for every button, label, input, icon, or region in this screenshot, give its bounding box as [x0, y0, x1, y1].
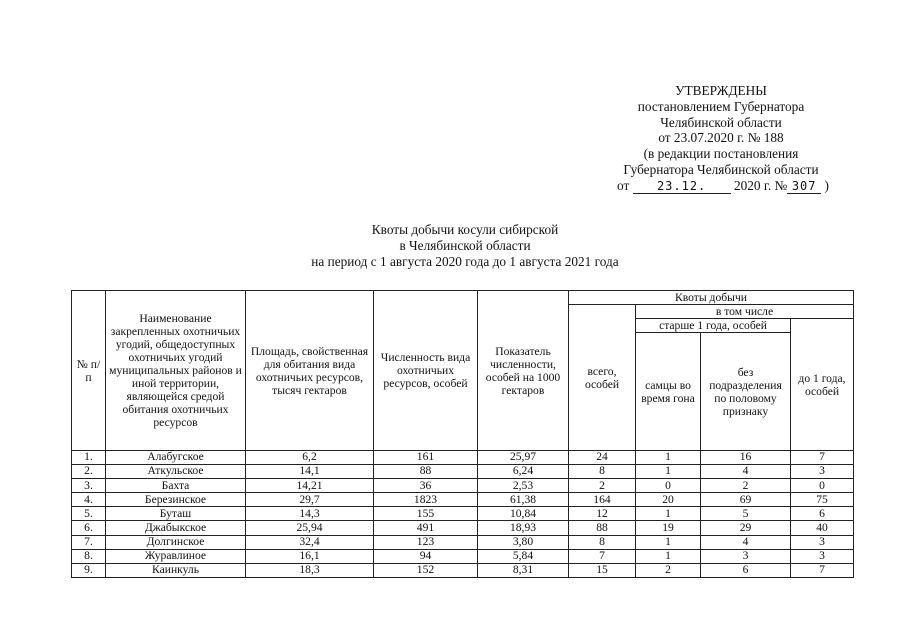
table-row [72, 479, 854, 493]
cell-young: 7 [791, 563, 854, 577]
cell-count: 94 [374, 549, 478, 563]
cell-total: 8 [569, 465, 636, 479]
cell-density: 5,84 [478, 549, 569, 563]
cell-males: 20 [636, 493, 701, 507]
table-row [72, 563, 854, 577]
cell-area: 32,4 [246, 535, 374, 549]
cell-num: 7. [72, 535, 106, 549]
cell-density: 25,97 [478, 451, 569, 465]
cell-name: Долгинское [106, 535, 246, 549]
cell-total: 88 [569, 521, 636, 535]
title-line-2: в Челябинской области [399, 237, 531, 253]
cell-name: Алабугское [106, 451, 246, 465]
cell-area: 14,1 [246, 465, 374, 479]
approval-line-5: Губернатора Челябинской области [623, 161, 819, 177]
cell-name: Джабыкское [106, 521, 246, 535]
cell-young: 3 [791, 465, 854, 479]
header-including: в том числе [636, 305, 854, 319]
cell-count: 36 [374, 479, 478, 493]
cell-young: 75 [791, 493, 854, 507]
cell-count: 155 [374, 507, 478, 521]
cell-name: Аткульское [106, 465, 246, 479]
cell-males: 0 [636, 479, 701, 493]
approval-heading: УТВЕРЖДЕНЫ [675, 83, 767, 98]
cell-num: 3. [72, 479, 106, 493]
cell-num: 9. [72, 563, 106, 577]
header-nosex: без подразделения по половому признаку [701, 333, 791, 451]
cell-area: 29,7 [246, 493, 374, 507]
cell-count: 88 [374, 465, 478, 479]
header-young: до 1 года, особей [791, 319, 854, 451]
cell-area: 16,1 [246, 549, 374, 563]
table-row [72, 535, 854, 549]
cell-area: 6,2 [246, 451, 374, 465]
cell-density: 6,24 [478, 465, 569, 479]
cell-num: 6. [72, 521, 106, 535]
header-total: всего, особей [569, 305, 636, 451]
cell-nosex: 16 [701, 451, 791, 465]
cell-density: 2,53 [478, 479, 569, 493]
approval-date-line [560, 178, 882, 194]
cell-num: 5. [72, 507, 106, 521]
cell-area: 14,21 [246, 479, 374, 493]
header-num: № п/п [72, 291, 106, 451]
closing-paren: ) [824, 177, 829, 193]
cell-nosex: 4 [701, 465, 791, 479]
table-row [72, 549, 854, 563]
cell-density: 3,80 [478, 535, 569, 549]
handwritten-date-field [633, 179, 731, 194]
cell-total: 2 [569, 479, 636, 493]
cell-males: 1 [636, 549, 701, 563]
handwritten-number: 307 [791, 178, 817, 193]
cell-nosex: 4 [701, 535, 791, 549]
cell-young: 40 [791, 521, 854, 535]
cell-total: 7 [569, 549, 636, 563]
cell-name: Буташ [106, 507, 246, 521]
cell-area: 25,94 [246, 521, 374, 535]
approval-line-2: Челябинской области [660, 114, 782, 130]
cell-density: 61,38 [478, 493, 569, 507]
header-older: старше 1 года, особей [636, 319, 791, 333]
table-row [72, 507, 854, 521]
cell-young: 0 [791, 479, 854, 493]
cell-young: 3 [791, 549, 854, 563]
cell-total: 12 [569, 507, 636, 521]
title-line-3: на период с 1 августа 2020 года до 1 августа 2021 года [311, 253, 619, 269]
cell-num: 4. [72, 493, 106, 507]
cell-count: 491 [374, 521, 478, 535]
approval-block [560, 83, 882, 194]
cell-total: 24 [569, 451, 636, 465]
cell-total: 8 [569, 535, 636, 549]
cell-name: Каинкуль [106, 563, 246, 577]
approval-line-3: от 23.07.2020 г. № 188 [658, 130, 784, 146]
cell-nosex: 3 [701, 549, 791, 563]
cell-males: 1 [636, 451, 701, 465]
from-label: от [617, 177, 630, 193]
cell-total: 15 [569, 563, 636, 577]
approval-line-1: постановлением Губернатора [637, 98, 805, 114]
table-header [72, 291, 854, 451]
table-row [72, 451, 854, 465]
cell-males: 19 [636, 521, 701, 535]
handwritten-date: 23.12. [656, 178, 707, 193]
cell-young: 7 [791, 451, 854, 465]
header-density: Показатель численности, особей на 1000 гектаров [478, 291, 569, 451]
cell-males: 1 [636, 507, 701, 521]
cell-density: 18,93 [478, 521, 569, 535]
cell-num: 2. [72, 465, 106, 479]
title-line-1: Квоты добычи косули сибирской [371, 222, 559, 237]
cell-num: 8. [72, 549, 106, 563]
cell-count: 123 [374, 535, 478, 549]
cell-males: 1 [636, 465, 701, 479]
header-males: самцы во время гона [636, 333, 701, 451]
header-count: Численность вида охотничьих ресурсов, особей [374, 291, 478, 451]
table-row [72, 493, 854, 507]
cell-nosex: 69 [701, 493, 791, 507]
cell-young: 6 [791, 507, 854, 521]
cell-num: 1. [72, 451, 106, 465]
cell-nosex: 5 [701, 507, 791, 521]
approval-line-4: (в редакции постановления [643, 146, 799, 162]
cell-area: 14,3 [246, 507, 374, 521]
cell-males: 1 [636, 535, 701, 549]
document-title [230, 222, 700, 269]
cell-males: 2 [636, 563, 701, 577]
cell-name: Журавлиное [106, 549, 246, 563]
header-name: Наименование закрепленных охотничьих угодий, общедоступных охотничьих угодий муниципальных районов и иной территории, являющейся средой обитания охотничьих ресурсов [106, 291, 246, 451]
cell-total: 164 [569, 493, 636, 507]
header-quota: Квоты добычи [569, 291, 854, 305]
cell-name: Березинское [106, 493, 246, 507]
cell-name: Бахта [106, 479, 246, 493]
handwritten-number-field [787, 179, 821, 194]
cell-area: 18,3 [246, 563, 374, 577]
header-area: Площадь, свойственная для обитания вида охотничьих ресурсов, тысяч гектаров [246, 291, 374, 451]
cell-density: 10,84 [478, 507, 569, 521]
cell-nosex: 6 [701, 563, 791, 577]
quota-table [71, 290, 854, 578]
table-row [72, 465, 854, 479]
cell-nosex: 29 [701, 521, 791, 535]
cell-count: 161 [374, 451, 478, 465]
cell-nosex: 2 [701, 479, 791, 493]
cell-count: 152 [374, 563, 478, 577]
year-label: 2020 г. № [733, 177, 788, 193]
cell-young: 3 [791, 535, 854, 549]
cell-count: 1823 [374, 493, 478, 507]
table-row [72, 521, 854, 535]
cell-density: 8,31 [478, 563, 569, 577]
table-body [72, 451, 854, 578]
